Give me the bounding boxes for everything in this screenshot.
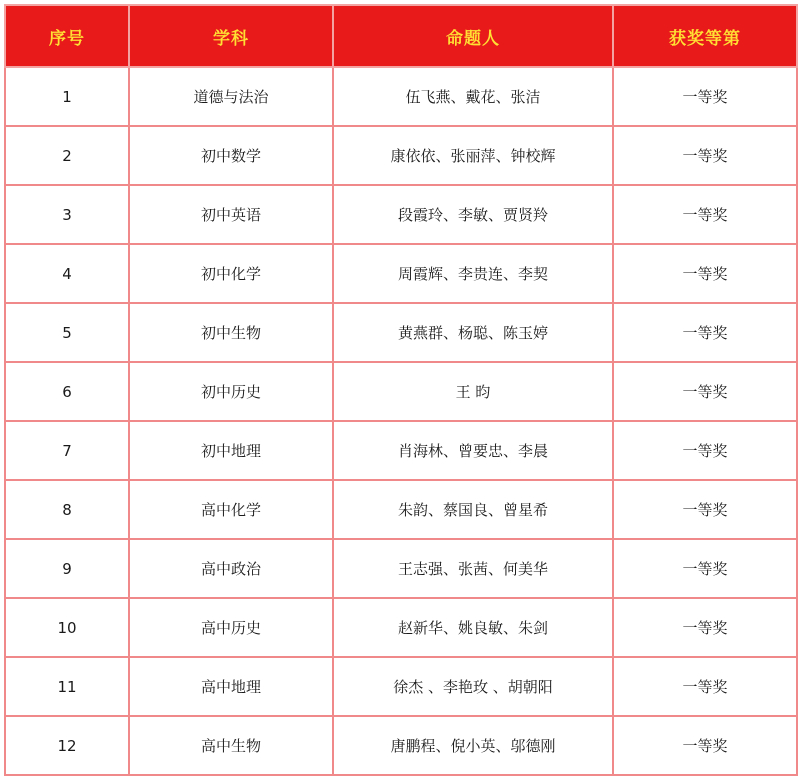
table-row	[5, 303, 797, 362]
cell-no: 5	[5, 303, 129, 362]
table-row	[5, 185, 797, 244]
cell-no: 3	[5, 185, 129, 244]
cell-no: 4	[5, 244, 129, 303]
cell-authors: 黄燕群、杨聪、陈玉婷	[333, 303, 613, 362]
table-row	[5, 67, 797, 126]
cell-no: 12	[5, 716, 129, 775]
table-header	[5, 5, 797, 67]
cell-subject: 初中地理	[129, 421, 333, 480]
cell-award: 一等奖	[613, 657, 797, 716]
header-subject: 学科	[129, 5, 333, 67]
cell-authors: 康依依、张丽萍、钟校辉	[333, 126, 613, 185]
table-row	[5, 539, 797, 598]
cell-authors: 徐杰 、李艳玫 、胡朝阳	[333, 657, 613, 716]
cell-award: 一等奖	[613, 539, 797, 598]
cell-subject: 初中数学	[129, 126, 333, 185]
table-row	[5, 657, 797, 716]
cell-award: 一等奖	[613, 126, 797, 185]
cell-authors: 朱韵、蔡国良、曾星希	[333, 480, 613, 539]
cell-authors: 唐鹏程、倪小英、邬德刚	[333, 716, 613, 775]
cell-no: 11	[5, 657, 129, 716]
cell-authors: 肖海林、曾要忠、李晨	[333, 421, 613, 480]
cell-no: 10	[5, 598, 129, 657]
cell-subject: 高中地理	[129, 657, 333, 716]
cell-subject: 初中生物	[129, 303, 333, 362]
cell-no: 2	[5, 126, 129, 185]
cell-award: 一等奖	[613, 303, 797, 362]
cell-authors: 王志强、张茜、何美华	[333, 539, 613, 598]
table-row	[5, 598, 797, 657]
table-row	[5, 362, 797, 421]
table-row	[5, 421, 797, 480]
cell-subject: 初中历史	[129, 362, 333, 421]
cell-award: 一等奖	[613, 244, 797, 303]
header-row	[5, 5, 797, 67]
cell-no: 8	[5, 480, 129, 539]
cell-authors: 段霞玲、李敏、贾贤羚	[333, 185, 613, 244]
cell-subject: 道德与法治	[129, 67, 333, 126]
cell-subject: 高中生物	[129, 716, 333, 775]
header-award: 获奖等第	[613, 5, 797, 67]
cell-no: 6	[5, 362, 129, 421]
table-row	[5, 126, 797, 185]
table-row	[5, 480, 797, 539]
cell-award: 一等奖	[613, 67, 797, 126]
award-table	[4, 4, 798, 776]
cell-authors: 伍飞燕、戴花、张洁	[333, 67, 613, 126]
cell-subject: 高中历史	[129, 598, 333, 657]
cell-award: 一等奖	[613, 598, 797, 657]
cell-authors: 赵新华、姚良敏、朱剑	[333, 598, 613, 657]
cell-subject: 初中英语	[129, 185, 333, 244]
table-row	[5, 244, 797, 303]
cell-subject: 初中化学	[129, 244, 333, 303]
cell-award: 一等奖	[613, 185, 797, 244]
table-body	[5, 67, 797, 775]
cell-award: 一等奖	[613, 362, 797, 421]
table-row	[5, 716, 797, 775]
cell-no: 1	[5, 67, 129, 126]
cell-award: 一等奖	[613, 421, 797, 480]
header-authors: 命题人	[333, 5, 613, 67]
cell-subject: 高中政治	[129, 539, 333, 598]
cell-subject: 高中化学	[129, 480, 333, 539]
header-no: 序号	[5, 5, 129, 67]
cell-authors: 周霞辉、李贵连、李契	[333, 244, 613, 303]
cell-authors: 王 昀	[333, 362, 613, 421]
cell-award: 一等奖	[613, 716, 797, 775]
cell-award: 一等奖	[613, 480, 797, 539]
cell-no: 9	[5, 539, 129, 598]
cell-no: 7	[5, 421, 129, 480]
